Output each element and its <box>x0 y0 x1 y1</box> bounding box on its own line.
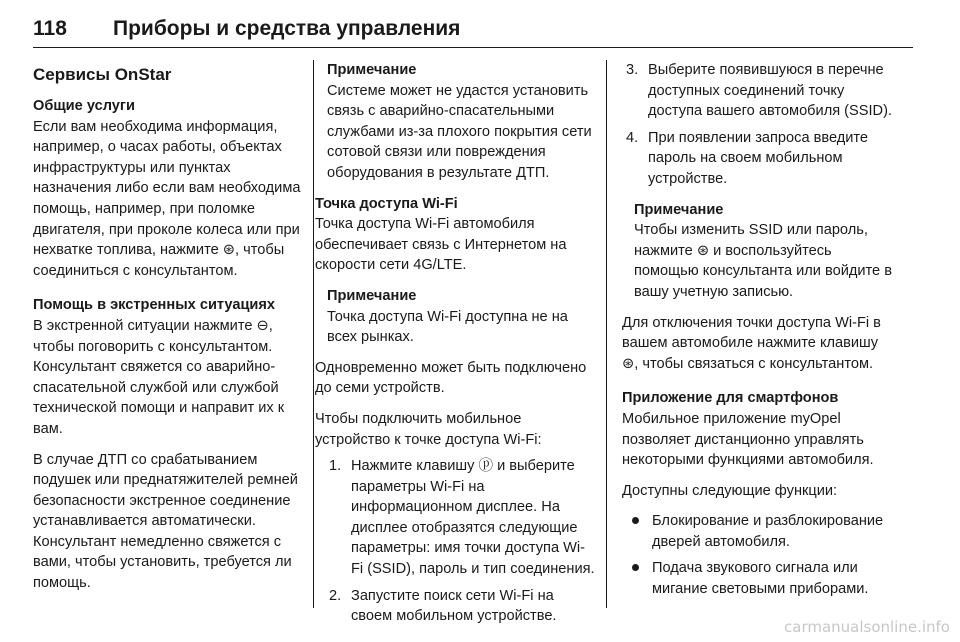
page-number: 118 <box>33 17 67 40</box>
page-title: Приборы и средства управления <box>113 17 461 40</box>
wifi-heading: Точка доступа Wi-Fi <box>315 195 458 212</box>
list-item <box>622 60 898 122</box>
list-item <box>622 558 898 599</box>
devices-text: Одновременно может быть подключено до семи устройств. <box>315 359 587 397</box>
bullet-icon <box>632 517 639 524</box>
step-number: 2. <box>329 587 342 604</box>
list-item <box>315 586 595 627</box>
column-right <box>622 60 898 606</box>
disable-text: Для отключения точки доступа Wi-Fi в вашем автомобиле нажмите клавишу ⊛, чтобы связаться с консультантом. <box>622 314 881 372</box>
note-title: Примечание <box>327 287 417 304</box>
note-text: Системе может не удастся установить связь с аварийно-спасательными службами из-за плохого покрытия сети сотовой связи или повреждения оборудования в результате ДТП. <box>327 82 592 181</box>
list-item <box>622 511 898 552</box>
general-services-heading: Общие услуги <box>33 98 135 114</box>
note-title: Примечание <box>327 62 417 78</box>
note-block <box>634 200 898 303</box>
features-list <box>622 511 898 599</box>
general-services-text: Если вам необходима информация, например, о часах работы, объектах инфраструктуры или пунктах назначения либо если вам необходима помощь, например, при поломке двигателя, при проколе колеса или при нехватке топлива, нажмите ⊛, чтобы соединиться с консультантом. <box>33 118 301 279</box>
step-text: Выберите появившуюся в перечне доступных соединений точку доступа вашего автомобиля (SSID). <box>648 62 893 120</box>
watermark: carmanualsonline.info <box>784 618 950 636</box>
step-text: При появлении запроса введите пароль на своем мобильном устройстве. <box>648 129 869 187</box>
column-divider <box>606 60 607 608</box>
step-text: Запустите поиск сети Wi-Fi на своем мобильном устройстве. <box>351 587 557 625</box>
step-number: 1. <box>329 458 342 475</box>
features-intro: Доступны следующие функции: <box>622 482 838 499</box>
note-text: Чтобы изменить SSID или пароль, нажмите ⊛ и воспользуйтесь помощью консультанта или войдите в вашу учетную записью. <box>634 222 892 300</box>
emergency-heading: Помощь в экстренных ситуациях <box>33 297 276 314</box>
steps-list <box>315 456 595 627</box>
feature-text: Подача звукового сигнала или мигание световыми приборами. <box>652 560 869 598</box>
list-item <box>622 128 898 190</box>
bullet-icon <box>632 564 639 571</box>
column-left <box>33 60 305 604</box>
step-number: 4. <box>626 129 639 146</box>
column-middle <box>315 60 595 637</box>
step-number: 3. <box>626 62 639 78</box>
app-text: Мобильное приложение myOpel позволяет дистанционно управлять некоторыми функциями автомобиля. <box>622 410 874 469</box>
app-heading: Приложение для смартфонов <box>622 390 839 407</box>
note-text: Точка доступа Wi-Fi доступна не на всех рынках. <box>327 308 568 346</box>
steps-list <box>622 60 898 190</box>
section-title: Сервисы OnStar <box>33 65 172 84</box>
note-block <box>327 60 595 184</box>
page-header <box>33 12 913 48</box>
feature-text: Блокирование и разблокирование дверей автомобиля. <box>652 513 884 550</box>
list-item <box>315 456 595 580</box>
note-block <box>327 286 595 348</box>
wifi-text: Точка доступа Wi-Fi автомобиля обеспечивает связь с Интернетом на скорости сети 4G/LTE. <box>315 216 567 274</box>
crash-text: В случае ДТП со срабатыванием подушек или преднатяжителей ремней безопасности экстренное соединение устанавливается автоматически. Консультант немедленно свяжется с вами, чтобы установить, требуется ли помощь. <box>33 451 298 592</box>
step-text: Нажмите клавишу ⓟ и выберите параметры Wi-Fi на информационном дисплее. На дисплее отобразятся следующие параметры: имя точки доступа Wi-Fi (SSID), пароль и тип соединения. <box>351 458 595 578</box>
connect-intro: Чтобы подключить мобильное устройство к точке доступа Wi-Fi: <box>315 410 542 448</box>
note-title: Примечание <box>634 201 724 218</box>
emergency-text: В экстренной ситуации нажмите ⊖, чтобы поговорить с консультантом. Консультант свяжется со аварийно-спасательной службой или службой технической помощи и направит их к вам. <box>33 317 285 437</box>
column-divider <box>313 60 314 608</box>
